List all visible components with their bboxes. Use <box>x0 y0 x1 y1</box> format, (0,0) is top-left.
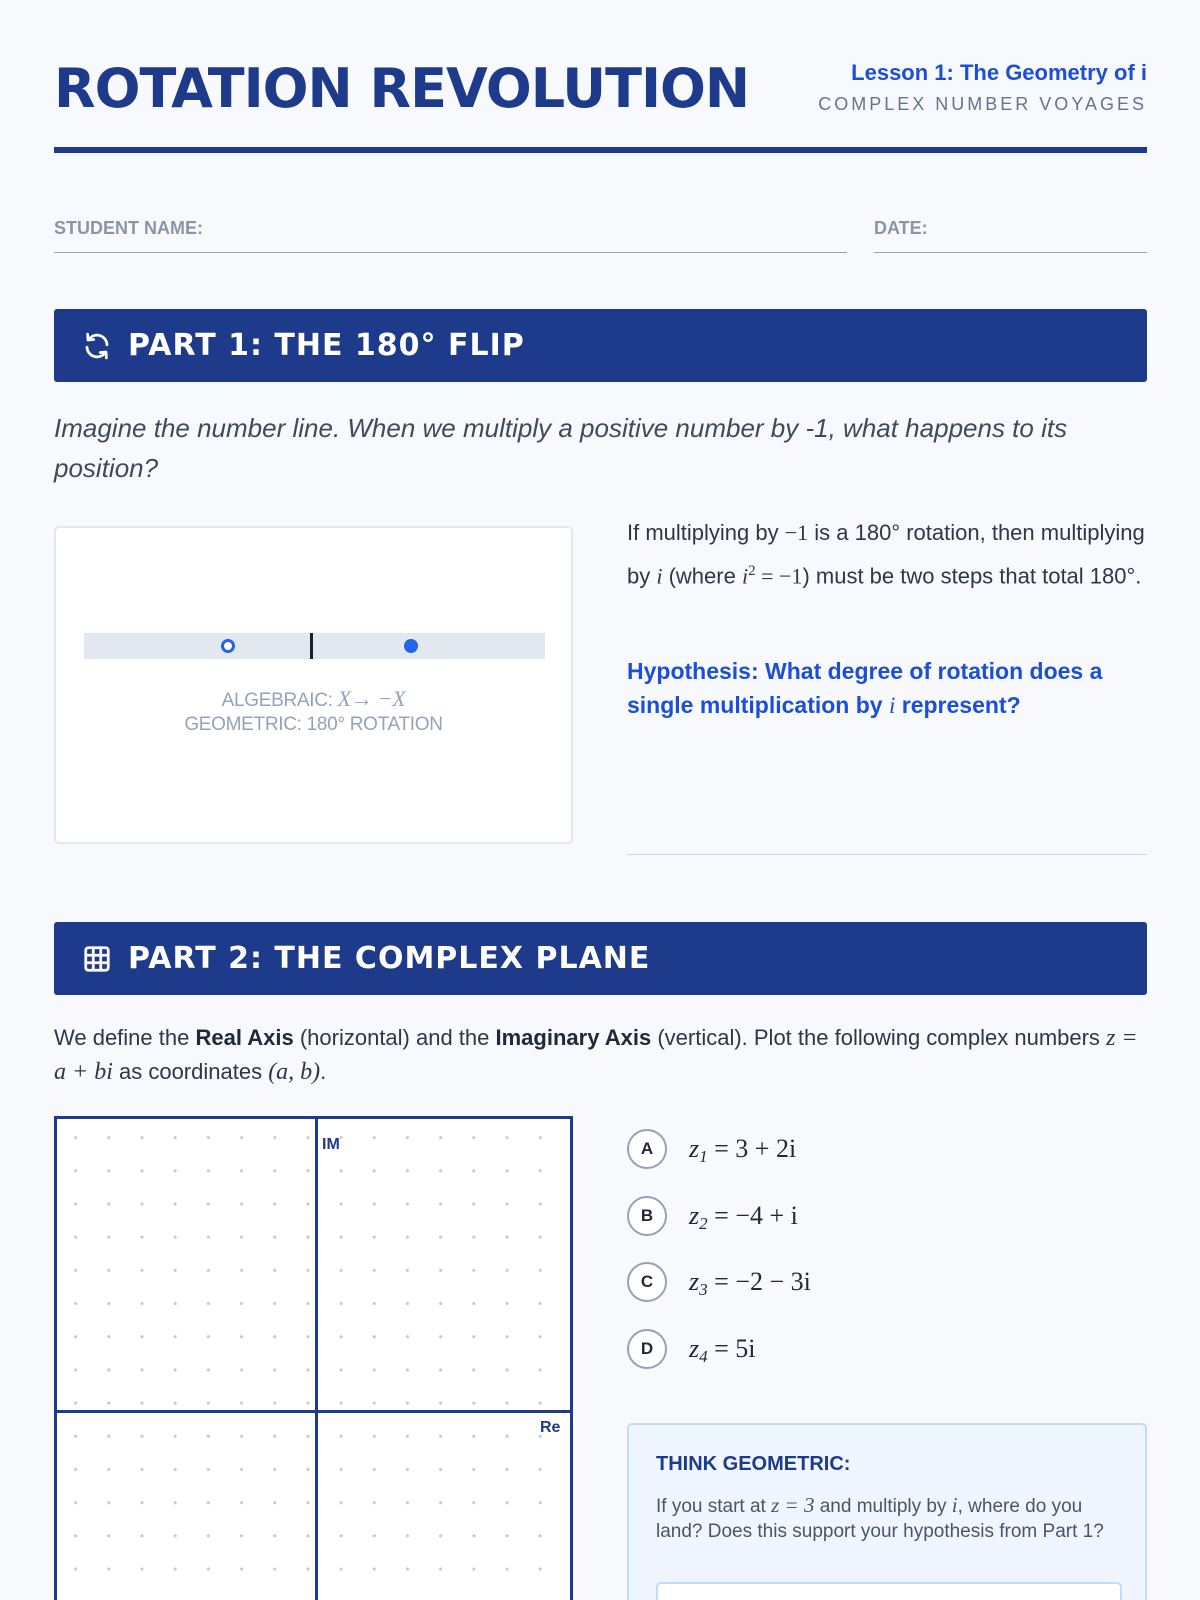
date-field[interactable] <box>874 252 1147 253</box>
complex-plane-grid[interactable] <box>54 1116 573 1600</box>
think-text: If you start at <box>656 1496 772 1517</box>
student-name-label: STUDENT NAME: <box>54 218 203 238</box>
series-name: COMPLEX NUMBER VOYAGES <box>818 94 1147 114</box>
problem-equation <box>689 1329 756 1377</box>
number-line <box>84 633 545 659</box>
math-rhs: = 3 + 2i <box>714 1134 797 1163</box>
imaginary-axis-label: IM <box>322 1136 340 1153</box>
math-neg-one: −1 <box>784 520 809 545</box>
math-subscript: 3 <box>699 1280 708 1299</box>
math-start: z = 3 <box>771 1493 815 1517</box>
problem-badge: A <box>627 1129 667 1169</box>
hypothesis-text: represent? <box>895 692 1021 718</box>
math-i: i <box>951 1493 958 1517</box>
intro-text: We define the <box>54 1025 196 1050</box>
problem-badge: B <box>627 1196 667 1236</box>
part1-header <box>54 309 1147 382</box>
algebraic-caption <box>56 686 571 712</box>
part2-header <box>54 922 1147 995</box>
refresh-icon <box>82 331 112 361</box>
think-geometric-text <box>656 1493 1116 1544</box>
explain-text: is a 180° rotation, then multiplying by <box>627 520 1145 589</box>
think-geometric-box <box>627 1423 1147 1600</box>
math-subscript: 2 <box>699 1214 708 1233</box>
part2-title: PART 2: THE COMPLEX PLANE <box>128 941 651 976</box>
explain-text: ) must be two steps that total 180°. <box>802 563 1142 589</box>
explain-text: (where <box>662 563 742 589</box>
lesson-title: Lesson 1: The Geometry of i <box>851 60 1147 85</box>
problem-equation <box>689 1196 798 1244</box>
math-var: z <box>689 1334 700 1363</box>
real-axis <box>57 1410 570 1413</box>
real-axis-label: Re <box>540 1419 561 1436</box>
problem-badge: D <box>627 1329 667 1369</box>
intro-text: as coordinates <box>112 1059 269 1084</box>
think-answer-input[interactable] <box>656 1582 1122 1600</box>
imaginary-axis-term: Imaginary Axis <box>495 1025 652 1050</box>
algebraic-expression: X→ −X <box>337 686 406 711</box>
student-name-field[interactable] <box>54 252 847 253</box>
part1-title: PART 1: THE 180° FLIP <box>128 328 525 363</box>
math-subscript: 4 <box>699 1347 708 1366</box>
think-text: and multiply by <box>814 1496 952 1517</box>
math-var: z <box>689 1134 700 1163</box>
imaginary-axis <box>315 1119 318 1600</box>
date-label: DATE: <box>874 218 928 238</box>
math-rhs: = −2 − 3i <box>714 1267 811 1296</box>
math-var: z <box>689 1267 700 1296</box>
problem-equation <box>689 1129 796 1177</box>
geometric-caption: GEOMETRIC: 180° ROTATION <box>184 714 443 735</box>
header <box>54 56 1147 122</box>
positive-point-marker <box>404 639 418 653</box>
intro-text: (horizontal) and the <box>293 1025 496 1050</box>
algebraic-label: ALGEBRAIC: <box>221 690 338 711</box>
explain-text: If multiplying by <box>627 520 785 545</box>
hypothesis-question <box>627 654 1147 723</box>
math-rhs: = 5i <box>714 1334 756 1363</box>
real-axis-term: Real Axis <box>195 1025 294 1050</box>
problem-badge: C <box>627 1262 667 1302</box>
worksheet-title: ROTATION REVOLUTION <box>54 57 750 120</box>
math-subscript: 1 <box>699 1147 708 1166</box>
math-i: i <box>888 693 896 718</box>
part2-intro <box>54 1021 1147 1089</box>
math-equals: = <box>755 563 780 589</box>
number-line-card <box>54 526 573 844</box>
intro-text: . <box>320 1059 327 1084</box>
negative-point-marker <box>221 639 235 653</box>
header-divider <box>54 147 1147 153</box>
math-neg-one: −1 <box>779 563 803 589</box>
math-i: i <box>656 563 663 589</box>
math-var: z <box>689 1201 700 1230</box>
math-rhs: = −4 + i <box>714 1201 798 1230</box>
problem-equation <box>689 1262 811 1310</box>
hypothesis-text: Hypothesis: What degree of rotation does a single multiplication by <box>627 658 1103 718</box>
intro-text: (vertical). Plot the following complex numbers <box>651 1025 1107 1050</box>
math-i: i <box>741 563 749 589</box>
part1-prompt: Imagine the number line. When we multiply a positive number by -1, what happens to its position? <box>54 413 1068 483</box>
math-coordinate: (a, b) <box>268 1059 321 1085</box>
math-z-form: z = a + bi <box>54 1025 1138 1085</box>
grid-icon <box>82 944 112 974</box>
worksheet-page <box>54 0 1147 1600</box>
think-text: , where do you land? Does this support your hypothesis from Part 1? <box>656 1496 1104 1542</box>
part1-explanation <box>627 514 1147 595</box>
think-geometric-title: THINK GEOMETRIC: <box>656 1453 851 1475</box>
math-exponent: 2 <box>748 563 756 579</box>
origin-tick <box>310 633 313 659</box>
hypothesis-answer-line[interactable] <box>627 854 1147 855</box>
